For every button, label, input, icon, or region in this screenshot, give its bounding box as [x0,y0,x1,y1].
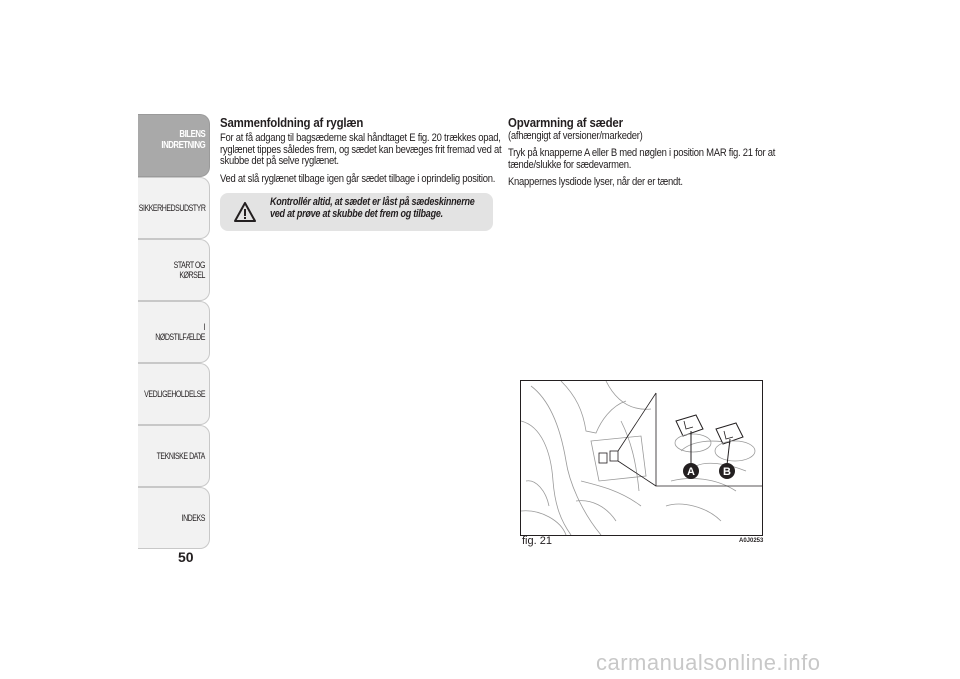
paragraph: Tryk på knapperne A eller B med nøglen i position MAR fig. 21 for at tænde/slukke for sædevarmen. [508,147,776,171]
warning-text: Kontrollér altid, at sædet er låst på sædeskinnerne ved at prøve at skubbe det frem og tilbage. [270,196,475,220]
tab-sikkerhedsudstyr[interactable] [138,177,210,239]
paragraph: Ved at slå ryglænet tilbage igen går sædet tilbage i oprindelig position. [220,172,496,185]
figure-caption: fig. 21 [522,535,552,547]
tab-label: BILENS INDRETNING [161,129,205,151]
tab-i-nodstilfaelde[interactable] [138,301,210,363]
warning-box [220,193,493,231]
tab-label: INDEKS [181,513,205,523]
watermark: carmanualsonline.info [596,650,821,675]
tab-bilens-indretning[interactable] [138,114,210,177]
paragraph: For at få adgang til bagsæderne skal håndtaget E fig. 20 trækkes opad, ryglænet tippes således frem, og sædet kan bevæges frit fremad ved at skubbe det på selve ryglænet. [220,132,502,167]
tab-vedligeholdelse[interactable] [138,363,210,425]
tab-label: SIKKERHEDSUDSTYR [138,203,205,213]
tab-indeks[interactable] [138,487,210,549]
tab-start-og-korsel[interactable] [138,239,210,301]
marker-b-label: B [723,466,731,478]
tab-tekniske-data[interactable] [138,425,210,487]
seat-heating-illustration [521,381,762,535]
warning-icon [234,202,256,222]
figure-illustration [520,380,763,536]
section-heading: Opvarmning af sæder [508,115,623,130]
figure-code: A0J0253 [739,538,764,544]
page-number: 50 [178,549,194,565]
marker-a-label: A [687,466,695,478]
tab-label: TEKNISKE DATA [156,451,205,461]
section-subheading: (afhængigt af versioner/markeder) [508,130,643,142]
tab-label: I NØDSTILFÆLDE [155,322,205,342]
tab-label: START OG KØRSEL [173,260,205,280]
left-column [220,115,510,231]
right-column [508,115,798,195]
section-heading: Sammenfoldning af ryglæn [220,115,364,130]
tab-label: VEDLIGEHOLDELSE [144,389,205,399]
chapter-tabs [138,114,212,549]
paragraph: Knappernes lysdiode lyser, når der er tændt. [508,176,683,188]
